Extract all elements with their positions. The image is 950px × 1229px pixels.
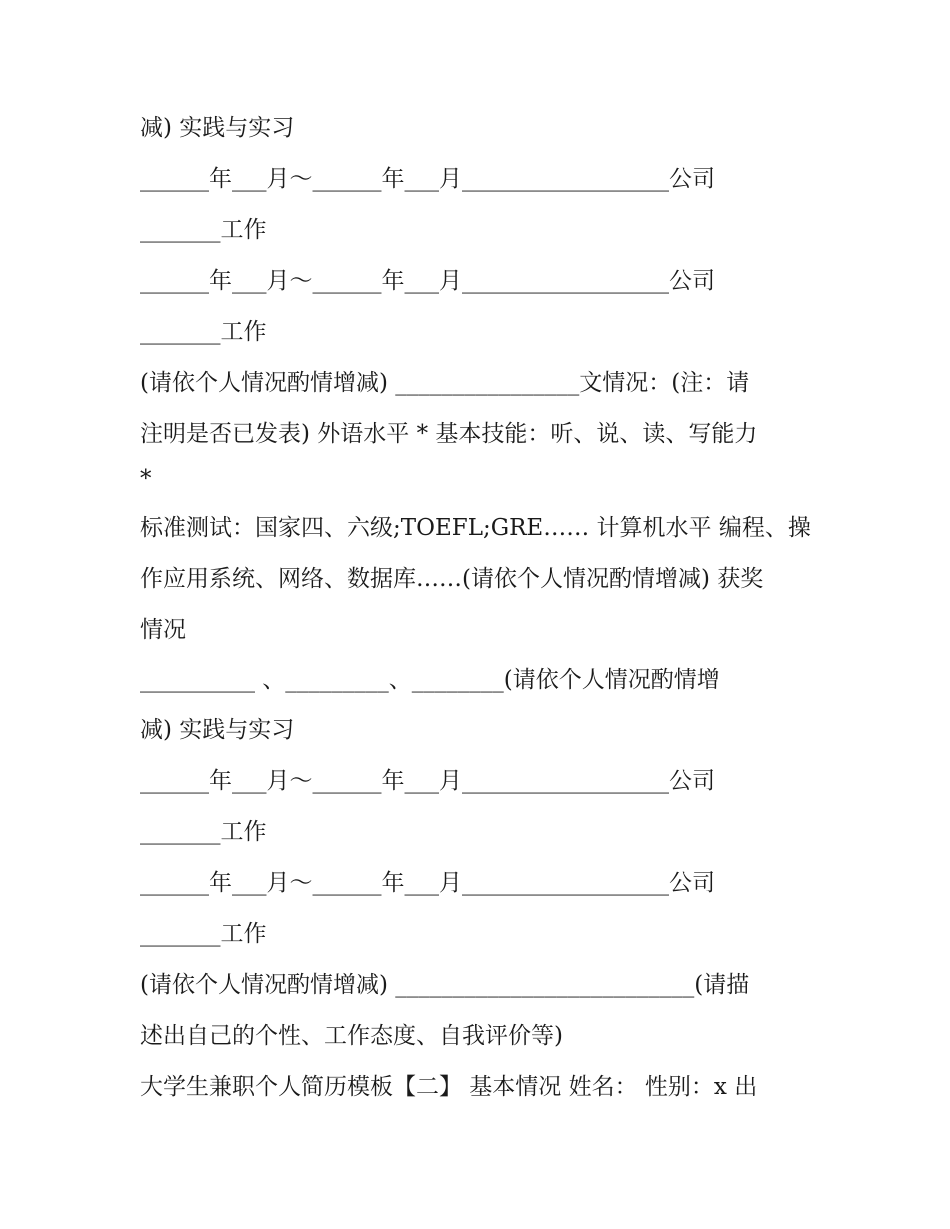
text-line: ______年___月～______年___月__________________公司 [140, 268, 715, 294]
text-line: 述出自己的个性、工作态度、自我评价等) [140, 1023, 563, 1049]
text-line: 注明是否已发表) 外语水平 * 基本技能：听、说、读、写能力 [140, 421, 758, 447]
text-line: * [140, 466, 152, 492]
text-line: 减) 实践与实习 [140, 717, 295, 743]
text-line: __________ 、_________、________(请依个人情况酌情增 [140, 667, 720, 693]
text-line: _______工作 [140, 217, 267, 243]
text-line: _______工作 [140, 319, 267, 345]
text-line: 减) 实践与实习 [140, 115, 295, 141]
text-line: _______工作 [140, 921, 267, 947]
text-line: 大学生兼职个人简历模板【二】 基本情况 姓名： 性别：x 出 [140, 1074, 758, 1100]
text-line: ______年___月～______年___月__________________公司 [140, 166, 715, 192]
text-line: _______工作 [140, 819, 267, 845]
text-line: (请依个人情况酌情增减) __________________________(请描 [140, 972, 750, 998]
text-line: ______年___月～______年___月__________________公司 [140, 870, 715, 896]
text-line: (请依个人情况酌情增减) ________________文情况：(注：请 [140, 370, 750, 396]
text-line: 标准测试：国家四、六级;TOEFL;GRE…… 计算机水平 编程、操 [140, 515, 811, 541]
text-line: ______年___月～______年___月__________________公司 [140, 768, 715, 794]
text-line: 情况 [140, 617, 186, 643]
text-line: 作应用系统、网络、数据库……(请依个人情况酌情增减) 获奖 [140, 566, 764, 592]
